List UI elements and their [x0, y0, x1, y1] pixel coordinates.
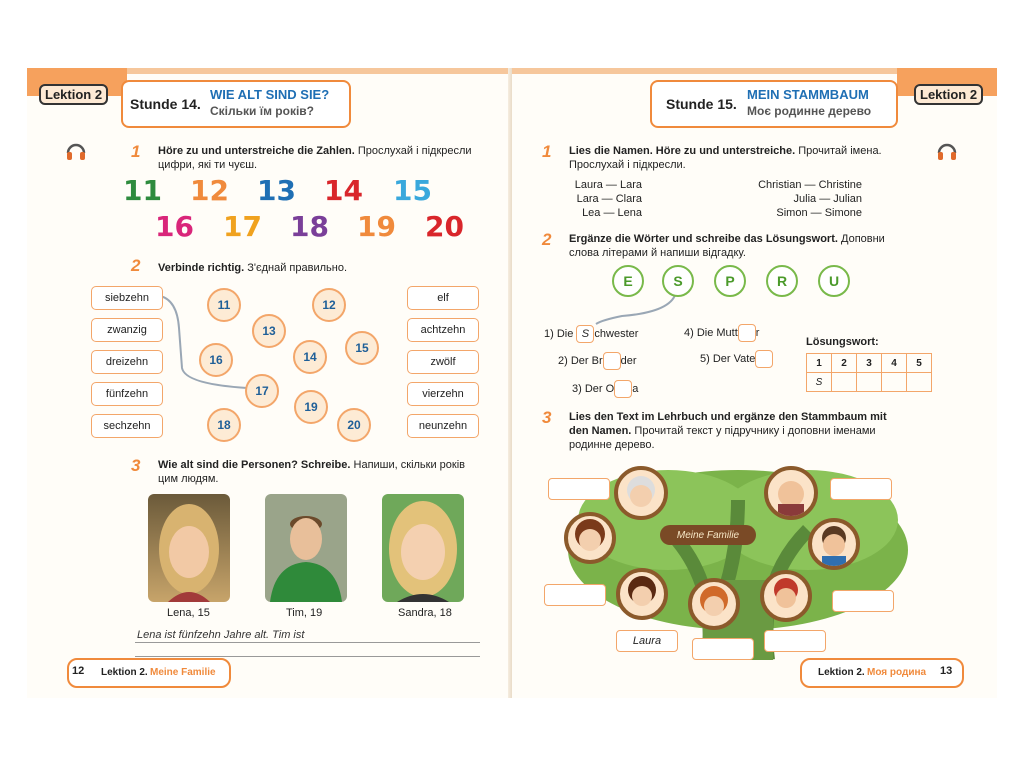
- photo-tim: [265, 494, 347, 602]
- solution-cell[interactable]: [907, 373, 932, 392]
- portrait-boy: [760, 570, 812, 622]
- exercise-number: 2: [131, 256, 141, 275]
- number-16[interactable]: 16: [155, 210, 194, 243]
- exercise-2-instruction: [158, 261, 478, 275]
- sentence-text: 4) Die Mutt: [684, 326, 738, 339]
- name-box-laura[interactable]: Laura: [616, 630, 678, 652]
- sentence-text: r: [755, 326, 760, 339]
- sentence-text: 1) Die: [544, 327, 574, 340]
- name-pair[interactable]: Simon — Simone: [776, 207, 862, 219]
- letter-gap[interactable]: [755, 350, 773, 368]
- lesson-subtitle: Моє родинне дерево: [747, 104, 872, 118]
- name-box[interactable]: [692, 638, 754, 660]
- letter-E[interactable]: E: [612, 265, 644, 297]
- lesson-title: WIE ALT SIND SIE?: [210, 87, 330, 102]
- photo-sandra: [382, 494, 464, 602]
- number-circle-14[interactable]: 14: [293, 340, 327, 374]
- solution-header-cell: 1: [807, 354, 832, 373]
- name-box[interactable]: [830, 478, 892, 500]
- sentence-1: [544, 325, 638, 343]
- instruction-bold: Wie alt sind die Personen? Schreibe.: [158, 459, 351, 471]
- instruction-text: Доповни слова літерами й напиши відгадку.: [569, 233, 885, 259]
- sentence-2: [558, 352, 637, 370]
- headphones-icon: [936, 140, 958, 162]
- instruction-bold: Ergänze die Wörter und schreibe das Lösungswort.: [569, 233, 838, 245]
- solution-header-cell: 5: [907, 354, 932, 373]
- exercise-number: 1: [131, 142, 141, 161]
- letter-S[interactable]: S: [662, 265, 694, 297]
- number-circle-13[interactable]: 13: [252, 314, 286, 348]
- right-top-strip: [512, 68, 897, 74]
- instruction-text: Прослухай і підкресли цифри, які ти чуєш.: [158, 145, 472, 171]
- name-box[interactable]: [832, 590, 894, 612]
- solution-cell[interactable]: [882, 373, 907, 392]
- letter-U[interactable]: U: [818, 265, 850, 297]
- sentence-text: chwester: [594, 327, 639, 340]
- sentence-4: [684, 324, 759, 342]
- letter-gap[interactable]: [614, 380, 632, 398]
- headphones-icon: [65, 140, 87, 162]
- word-box-vierzehn[interactable]: vierzehn: [407, 382, 479, 406]
- word-box-elf[interactable]: elf: [407, 286, 479, 310]
- word-box-dreizehn[interactable]: dreizehn: [91, 350, 163, 374]
- word-box-fünfzehn[interactable]: fünfzehn: [91, 382, 163, 406]
- number-circle-18[interactable]: 18: [207, 408, 241, 442]
- solution-cell[interactable]: S: [807, 373, 832, 392]
- number-19[interactable]: 19: [357, 210, 396, 243]
- caption-lena: Lena, 15: [167, 607, 210, 619]
- exercise-2-instruction: [569, 232, 904, 260]
- portrait-mother: [564, 512, 616, 564]
- photo-lena: [148, 494, 230, 602]
- number-circle-11[interactable]: 11: [207, 288, 241, 322]
- letter-gap[interactable]: [603, 352, 621, 370]
- name-box[interactable]: [548, 478, 610, 500]
- word-box-siebzehn[interactable]: siebzehn: [91, 286, 163, 310]
- sentence-text: 5) Der Vate: [700, 352, 756, 365]
- sentence-text: 2) Der Br: [558, 354, 603, 367]
- word-box-zwölf[interactable]: zwölf: [407, 350, 479, 374]
- portrait-laura: [688, 578, 740, 630]
- name-pair[interactable]: Julia — Julian: [793, 193, 862, 205]
- caption-tim: Tim, 19: [286, 607, 323, 619]
- letter-R[interactable]: R: [766, 265, 798, 297]
- exercise-number: 3: [131, 456, 141, 475]
- number-18[interactable]: 18: [290, 210, 329, 243]
- sentence-3: [572, 380, 638, 398]
- name-pair[interactable]: Christian — Christine: [758, 179, 862, 191]
- footer-lektion: Lektion 2.: [818, 667, 865, 678]
- footer-lektion: Lektion 2.: [101, 667, 148, 678]
- instruction-text: Прочитай імена. Прослухай і підкресли.: [569, 145, 882, 171]
- portrait-grandmother: [614, 466, 668, 520]
- name-box[interactable]: [544, 584, 606, 606]
- instruction-bold: Lies die Namen. Höre zu und unterstreiche.: [569, 145, 796, 157]
- name-pair[interactable]: Lea — Lena: [582, 207, 642, 219]
- word-box-neunzehn[interactable]: neunzehn: [407, 414, 479, 438]
- tree-sign: Meine Familie: [660, 525, 756, 545]
- letter-gap[interactable]: S: [576, 325, 594, 343]
- page-number: 12: [72, 665, 85, 677]
- portrait-grandfather: [764, 466, 818, 520]
- exercise-3-instruction: [158, 458, 488, 486]
- exercise-3-instruction: [569, 410, 899, 452]
- lesson-title: MEIN STAMMBAUM: [747, 87, 869, 102]
- lektion-badge: Lektion 2: [39, 84, 108, 105]
- number-circle-15[interactable]: 15: [345, 331, 379, 365]
- number-circle-12[interactable]: 12: [312, 288, 346, 322]
- footer-topic: Моя родина: [867, 667, 927, 678]
- left-top-strip: [127, 68, 512, 74]
- solution-table: [806, 353, 932, 392]
- instruction-bold: Höre zu und unterstreiche die Zahlen.: [158, 145, 355, 157]
- word-box-zwanzig[interactable]: zwanzig: [91, 318, 163, 342]
- number-12[interactable]: 12: [190, 174, 229, 207]
- solution-header-cell: 3: [857, 354, 882, 373]
- page-number: 13: [940, 665, 953, 677]
- number-15[interactable]: 15: [393, 174, 432, 207]
- word-box-sechzehn[interactable]: sechzehn: [91, 414, 163, 438]
- letter-P[interactable]: P: [714, 265, 746, 297]
- number-17[interactable]: 17: [223, 210, 262, 243]
- caption-sandra: Sandra, 18: [398, 607, 452, 619]
- letter-gap[interactable]: [738, 324, 756, 342]
- right-page: [512, 68, 997, 698]
- portrait-girl: [616, 568, 668, 620]
- number-13[interactable]: 13: [257, 174, 296, 207]
- stunde-label: Stunde 15.: [666, 96, 737, 112]
- handwritten-answer: Lena ist fünfzehn Jahre alt. Tim ist: [137, 629, 305, 641]
- name-box[interactable]: [764, 630, 826, 652]
- footer-topic: Meine Familie: [150, 667, 216, 678]
- portrait-father: [808, 518, 860, 570]
- instruction-text: Прочитай текст у підручнику і доповни іменами родинне дерево.: [569, 425, 876, 451]
- exercise-1-instruction: [158, 144, 478, 172]
- answer-line: [135, 656, 480, 657]
- instruction-bold: Verbinde richtig.: [158, 262, 245, 274]
- number-circle-20[interactable]: 20: [337, 408, 371, 442]
- number-20[interactable]: 20: [425, 210, 464, 243]
- number-circle-16[interactable]: 16: [199, 343, 233, 377]
- sentence-text: 3) Der O: [572, 382, 615, 395]
- solution-header-cell: 4: [882, 354, 907, 373]
- number-14[interactable]: 14: [324, 174, 363, 207]
- solution-label: Lösungswort:: [806, 336, 879, 348]
- sentence-text: der: [620, 354, 637, 367]
- exercise-number: 1: [542, 142, 552, 161]
- instruction-bold: Lies den Text im Lehrbuch und ergänze den Stammbaum mit den Namen.: [569, 411, 887, 437]
- solution-cell[interactable]: [832, 373, 857, 392]
- solution-cell[interactable]: [857, 373, 882, 392]
- sentence-5: [700, 350, 773, 368]
- word-box-achtzehn[interactable]: achtzehn: [407, 318, 479, 342]
- number-11[interactable]: 11: [123, 174, 162, 207]
- instruction-text: Напиши, скільки років цим людям.: [158, 459, 466, 485]
- stunde-label: Stunde 14.: [130, 96, 201, 112]
- exercise-number: 3: [542, 408, 552, 427]
- sentence-text: a: [632, 382, 639, 395]
- number-circle-17[interactable]: 17: [245, 374, 279, 408]
- lektion-badge: Lektion 2: [914, 84, 983, 105]
- name-pair[interactable]: Laura — Lara: [574, 179, 642, 191]
- lesson-subtitle: Скільки їм років?: [210, 104, 315, 118]
- instruction-text: З'єднай правильно.: [247, 262, 347, 274]
- name-pair[interactable]: Lara — Clara: [576, 193, 642, 205]
- exercise-number: 2: [542, 230, 552, 249]
- exercise-1-instruction: [569, 144, 894, 172]
- solution-header-cell: 2: [832, 354, 857, 373]
- left-page: [27, 68, 512, 698]
- number-circle-19[interactable]: 19: [294, 390, 328, 424]
- answer-line: [135, 642, 480, 643]
